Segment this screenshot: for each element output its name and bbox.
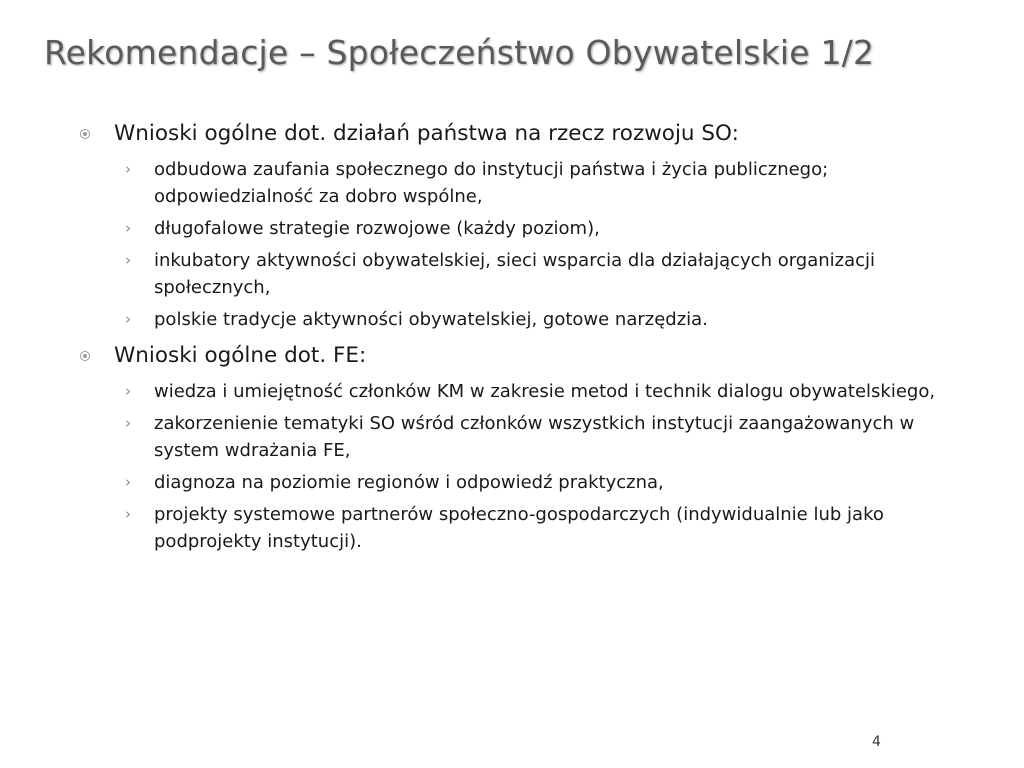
circle-dot-bullet-icon xyxy=(80,129,90,139)
list-item-text: polskie tradycje aktywności obywatelskiej, gotowe narzędzia. xyxy=(154,309,708,330)
section-items xyxy=(74,156,974,333)
list-item xyxy=(74,215,964,242)
section-heading-text: Wnioski ogólne dot. FE: xyxy=(114,343,367,368)
list-item-text: inkubatory aktywności obywatelskiej, sieci wsparcia dla działających organizacji społecznych, xyxy=(154,250,876,298)
circle-dot-bullet-icon xyxy=(80,351,90,361)
list-item xyxy=(74,501,964,555)
chevron-right-icon: › xyxy=(125,251,131,269)
chevron-right-icon: › xyxy=(125,414,131,432)
list-item xyxy=(74,247,964,301)
chevron-right-icon: › xyxy=(125,310,131,328)
chevron-right-icon: › xyxy=(125,160,131,178)
slide-content xyxy=(74,116,974,560)
section-heading xyxy=(74,338,974,374)
chevron-right-icon: › xyxy=(125,382,131,400)
list-item xyxy=(74,378,964,405)
page-number: 4 xyxy=(872,734,881,750)
chevron-right-icon: › xyxy=(125,473,131,491)
chevron-right-icon: › xyxy=(125,219,131,237)
list-item xyxy=(74,156,964,210)
list-item-text: zakorzenienie tematyki SO wśród członków wszystkich instytucji zaangażowanych w system wdrażania FE, xyxy=(154,413,915,461)
list-item xyxy=(74,306,964,333)
list-item-text: odbudowa zaufania społecznego do instytucji państwa i życia publicznego; odpowiedzialność za dobro wspólne, xyxy=(154,159,829,207)
list-item-text: wiedza i umiejętność członków KM w zakresie metod i technik dialogu obywatelskiego, xyxy=(154,381,936,402)
section-heading xyxy=(74,116,974,152)
list-item-text: diagnoza na poziomie regionów i odpowiedź praktyczna, xyxy=(154,472,664,493)
section-heading-text: Wnioski ogólne dot. działań państwa na rzecz rozwoju SO: xyxy=(114,121,739,146)
slide-title: Rekomendacje – Społeczeństwo Obywatelskie 1/2 xyxy=(44,33,875,72)
list-item-text: projekty systemowe partnerów społeczno-gospodarczych (indywidualnie lub jako podprojekty instytucji). xyxy=(154,504,884,552)
section-items xyxy=(74,378,974,555)
chevron-right-icon: › xyxy=(125,505,131,523)
list-item xyxy=(74,410,964,464)
list-item xyxy=(74,469,964,496)
list-item-text: długofalowe strategie rozwojowe (każdy poziom), xyxy=(154,218,600,239)
